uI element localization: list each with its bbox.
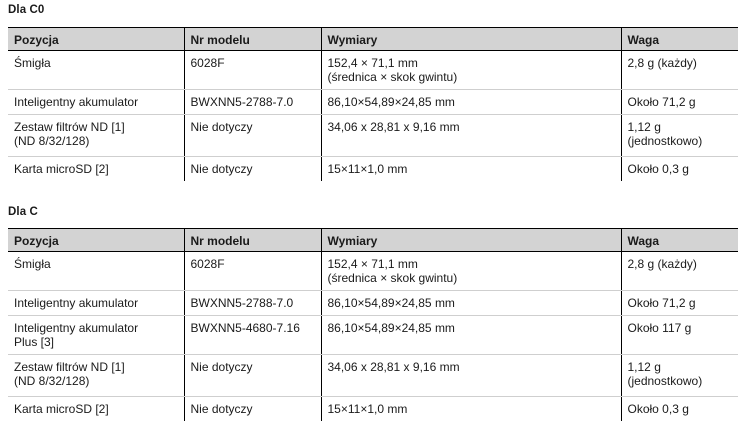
table-cell: 34,06 x 28,81 x 9,16 mm xyxy=(321,115,621,157)
table-row xyxy=(8,291,738,316)
table-cell: Zestaw filtrów ND [1] (ND 8/32/128) xyxy=(8,115,184,157)
table-cell: Nie dotyczy xyxy=(184,115,321,157)
column-header: Pozycja xyxy=(8,28,184,51)
table-cell: 152,4 × 71,1 mm (średnica × skok gwintu) xyxy=(321,51,621,90)
table-row xyxy=(8,157,738,182)
table-cell: Nie dotyczy xyxy=(184,397,321,422)
table-cell: 15×11×1,0 mm xyxy=(321,157,621,182)
table-header-row xyxy=(8,229,738,252)
table-row xyxy=(8,115,738,157)
spec-table-c0 xyxy=(8,27,738,181)
table-cell: Około 117 g xyxy=(621,316,738,355)
column-header: Nr modelu xyxy=(184,28,321,51)
column-header: Pozycja xyxy=(8,229,184,252)
table-cell: 86,10×54,89×24,85 mm xyxy=(321,291,621,316)
column-header: Nr modelu xyxy=(184,229,321,252)
table-cell: BWXNN5-2788-7.0 xyxy=(184,291,321,316)
table-cell: Śmigła xyxy=(8,252,184,291)
table-cell: 6028F xyxy=(184,252,321,291)
section-title-c: Dla C xyxy=(8,206,38,218)
table-row xyxy=(8,397,738,422)
table-row xyxy=(8,90,738,115)
table-cell: Około 0,3 g xyxy=(627,162,689,176)
table-cell: 152,4 × 71,1 mm (średnica × skok gwintu) xyxy=(321,252,621,291)
table-cell: 2,8 g (każdy) xyxy=(621,51,738,90)
table-cell: Inteligentny akumulator xyxy=(8,291,184,316)
table-cell: Około 71,2 g xyxy=(621,90,738,115)
table-cell: Inteligentny akumulator Plus [3] xyxy=(8,316,184,355)
column-header: Waga xyxy=(621,229,738,252)
column-header: Wymiary xyxy=(321,28,621,51)
table-cell: 15×11×1,0 mm xyxy=(321,397,621,422)
table-cell: 6028F xyxy=(184,51,321,90)
table-cell: Inteligentny akumulator xyxy=(8,90,184,115)
table-cell: 86,10×54,89×24,85 mm xyxy=(321,90,621,115)
table-row xyxy=(8,355,738,397)
table-cell: Zestaw filtrów ND [1] (ND 8/32/128) xyxy=(8,355,184,397)
table-row xyxy=(8,252,738,291)
table-cell: Nie dotyczy xyxy=(184,355,321,397)
table-cell: BWXNN5-4680-7.16 xyxy=(184,316,321,355)
table-cell: 1,12 g (jednostkowo) xyxy=(621,355,738,397)
table-cell: 34,06 x 28,81 x 9,16 mm xyxy=(321,355,621,397)
column-header: Wymiary xyxy=(321,229,621,252)
table-header-row xyxy=(8,28,738,51)
table-cell: Około 0,3 g xyxy=(627,402,689,416)
table-cell: Nie dotyczy xyxy=(184,157,321,182)
table-cell: 86,10×54,89×24,85 mm xyxy=(321,316,621,355)
table-cell: Śmigła xyxy=(8,51,184,90)
table-cell: 2,8 g (każdy) xyxy=(621,252,738,291)
table-row xyxy=(8,316,738,355)
table-cell: 1,12 g (jednostkowo) xyxy=(621,115,738,157)
spec-table-c xyxy=(8,228,738,421)
section-title-c0: Dla C0 xyxy=(8,4,45,16)
table-cell: Około 71,2 g xyxy=(621,291,738,316)
table-cell: Karta microSD [2] xyxy=(8,157,184,182)
column-header: Waga xyxy=(621,28,738,51)
table-cell: Karta microSD [2] xyxy=(8,397,184,422)
table-cell: BWXNN5-2788-7.0 xyxy=(184,90,321,115)
table-row xyxy=(8,51,738,90)
